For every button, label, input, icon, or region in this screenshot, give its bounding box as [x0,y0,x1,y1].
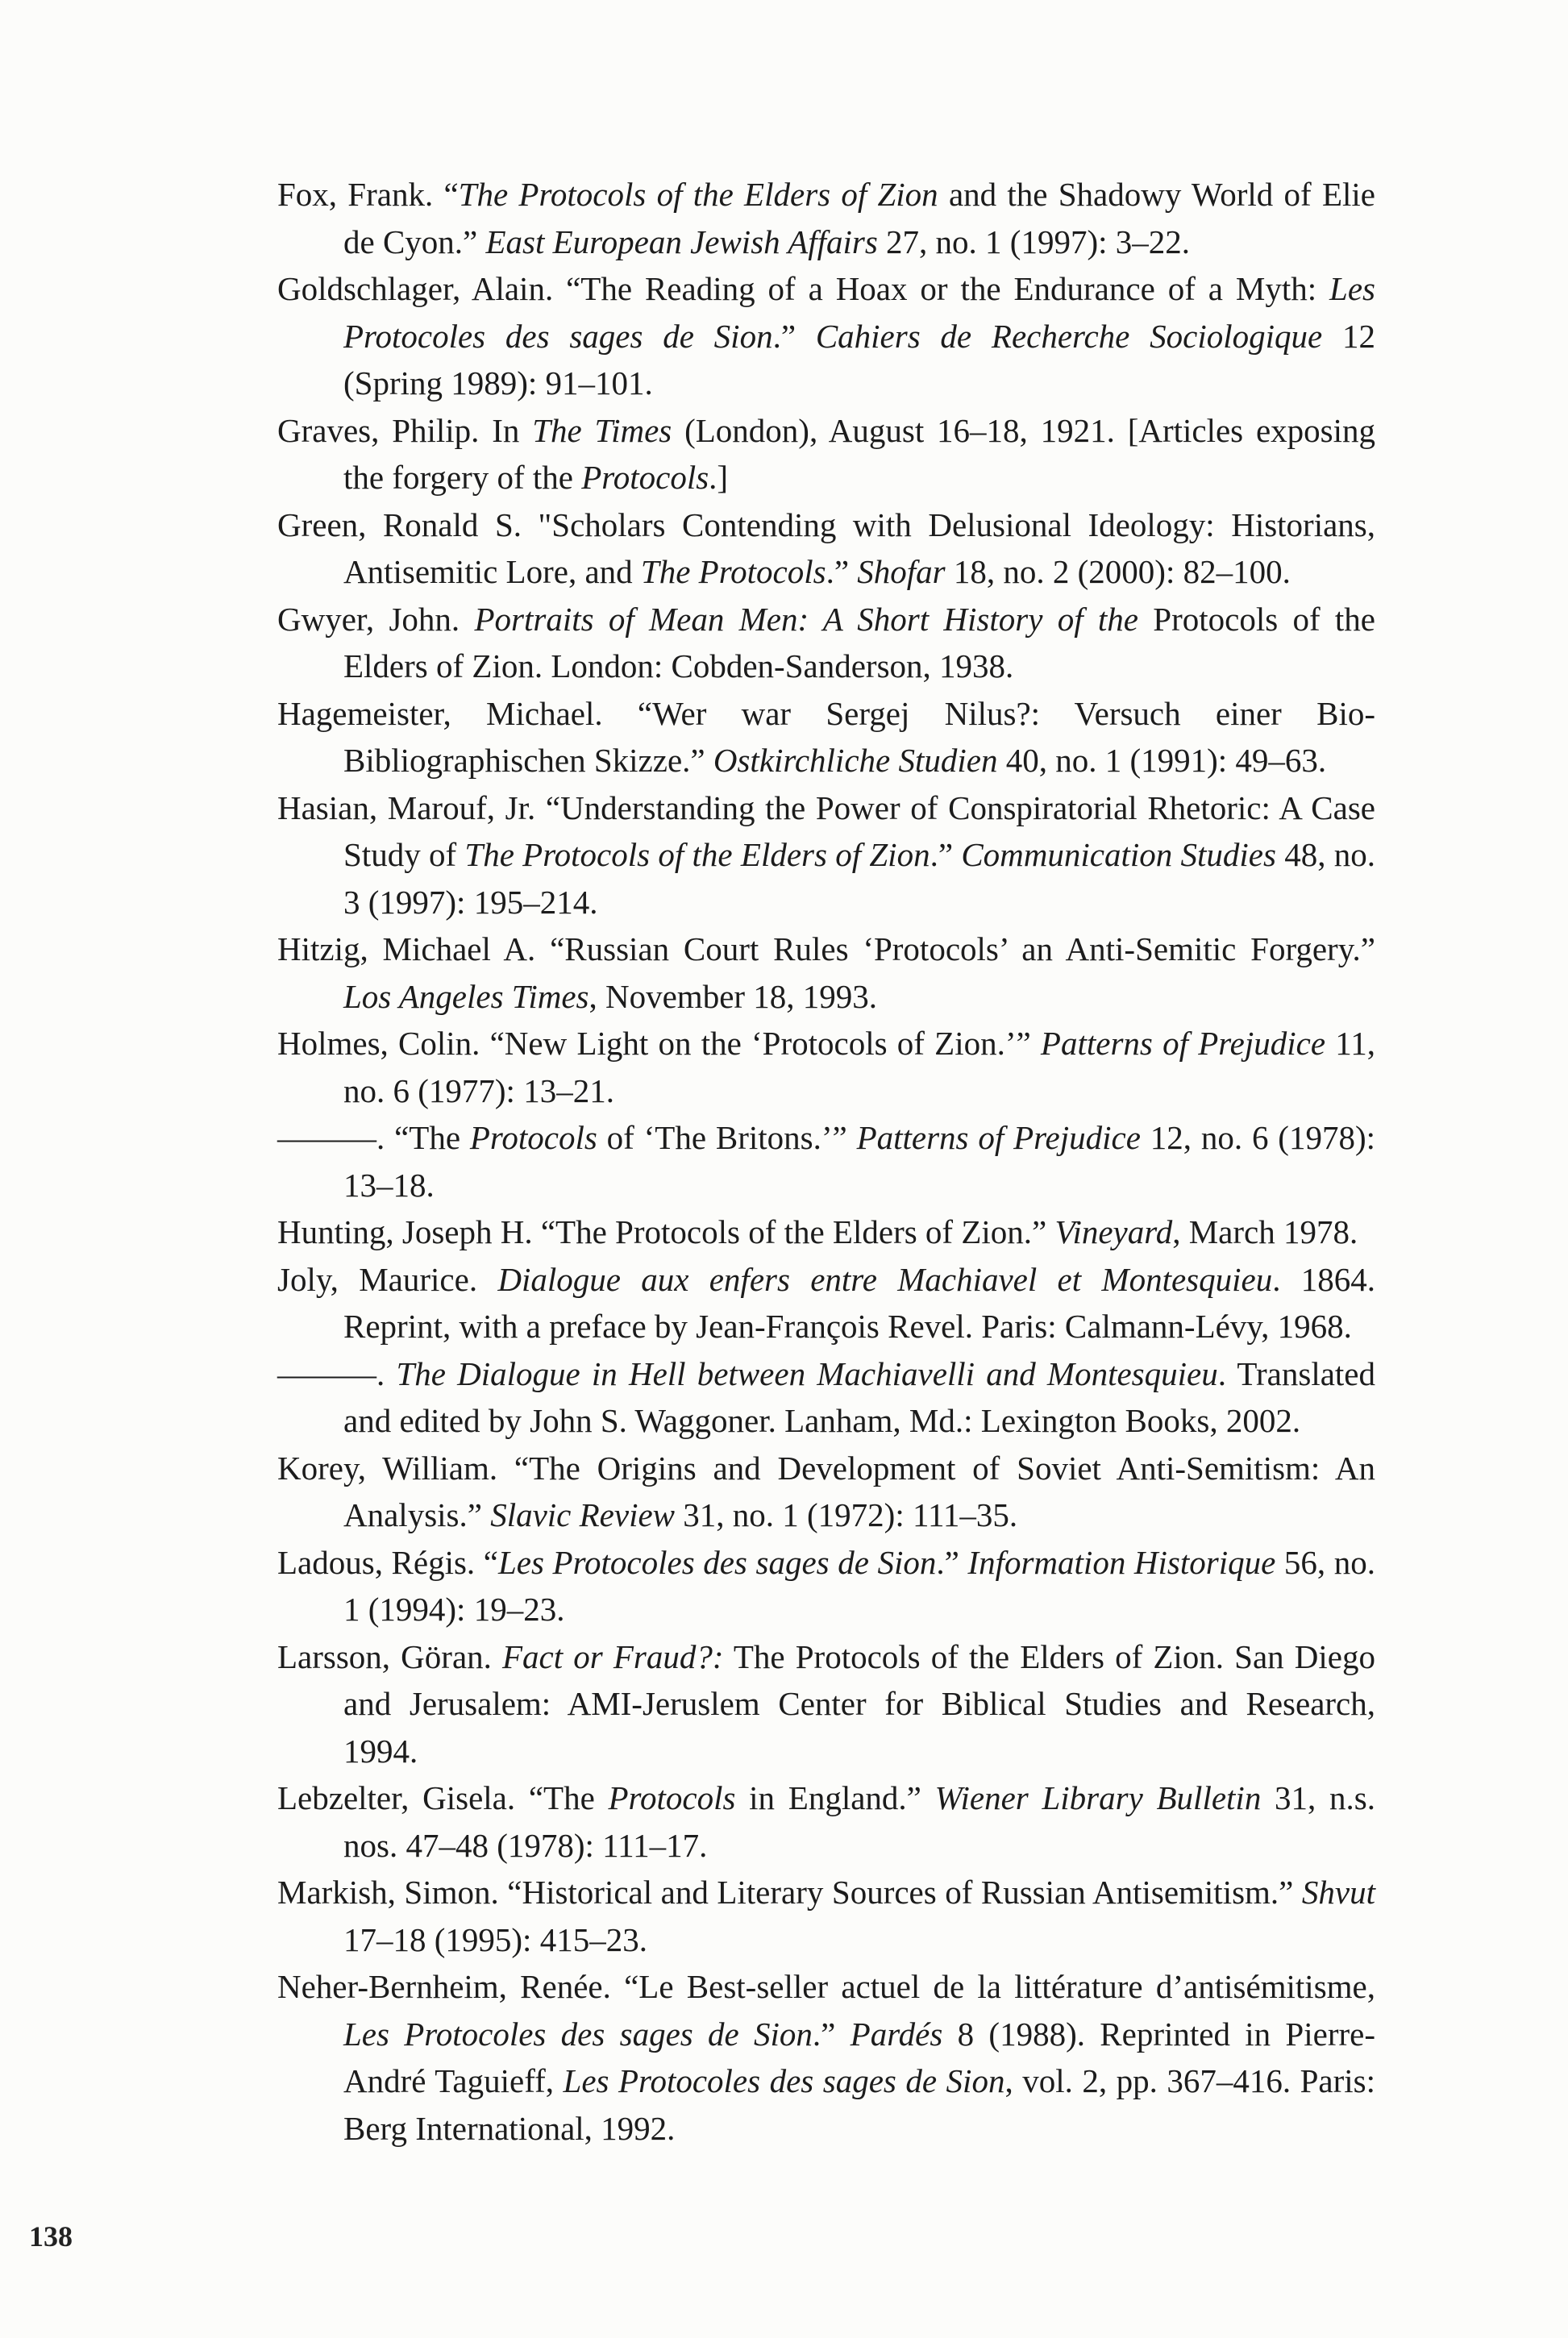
entry-text: of ‘The Britons.’” [597,1119,857,1156]
bibliography-entry [277,1633,1375,1775]
bibliography-entry [277,784,1375,926]
entry-text: Lebzelter, Gisela. “The [277,1779,609,1816]
entry-italic-title: Communication Studies [961,836,1276,873]
entry-text: Hasian, Marouf, Jr. “Understanding the Power of Conspiratorial Rhetoric: A Case Study of [277,788,1375,873]
entry-text: Hagemeister, Michael. “Wer war Sergej Nilus?: Versuch einer Bio-Bibliographischen Skizze.” [277,694,1375,779]
bibliography-entry [277,265,1375,407]
entry-text: .] [709,459,729,496]
entry-text: Gwyer, John. [277,600,475,638]
entry-italic-title: Ostkirchliche Studien [713,742,998,779]
bibliography-entry [277,1350,1375,1445]
entry-italic-title: Vineyard [1054,1213,1173,1250]
entry-italic-title: Slavic Review [490,1496,676,1533]
entry-text: Protocols of the Elders of Zion. London: Cobden-Sanderson, 1938. [343,600,1375,684]
bibliography-entry [277,596,1375,690]
entry-italic-title: Information Historique [967,1543,1276,1581]
entry-text: . 1864. Reprint, with a preface by Jean-François Revel. Paris: Calmann-Lévy, 1968. [343,1260,1376,1345]
entry-italic-title: Fact or Fraud?: [502,1637,724,1675]
entry-text: 56, no. 1 (1994): 19–23. [343,1543,1375,1628]
entry-text: 18, no. 2 (2000): 82–100. [945,553,1291,590]
entry-text: 27, no. 1 (1997): 3–22. [877,223,1190,260]
entry-italic-title: Patterns of Prejudice [1040,1025,1326,1062]
bibliography-entry [277,1114,1375,1209]
entry-italic-title: Dialogue aux enfers entre Machiavel et Montesquieu [497,1260,1273,1298]
entry-text: ———. [277,1354,397,1392]
entry-text: .” [772,317,816,355]
entry-text: , November 18, 1993. [589,977,878,1015]
entry-italic-title: Portraits of Mean Men: A Short History of the [474,600,1138,638]
entry-text: The Protocols of the Elders of Zion. San Diego and Jerusalem: AMI-Jeruslem Center for Biblical Studies and Research, 1994. [343,1637,1375,1770]
entry-italic-title: Les Protocoles des sages de Sion [497,1543,937,1581]
bibliography-entry [277,1020,1375,1114]
entry-text: Goldschlager, Alain. “The Reading of a Hoax or the Endurance of a Myth: [277,270,1330,307]
entry-text: in England.” [735,1779,935,1816]
bibliography-entry [277,501,1375,596]
entry-text: 11, no. 6 (1977): 13–21. [343,1025,1375,1109]
bibliography-entry [277,1539,1375,1633]
bibliography-entry [277,407,1375,501]
bibliography-entry [277,1445,1375,1539]
bibliography-entry [277,1209,1375,1256]
entry-italic-title: Los Angeles Times [343,977,589,1015]
entry-italic-title: Protocols [581,459,709,496]
entry-text: Green, Ronald S. "Scholars Contending with Delusional Ideology: Historians, Antisemitic Lore, and [277,505,1375,590]
page-number: 138 [29,2220,73,2253]
entry-text: (London), August 16–18, 1921. [Articles exposing the forgery of the [343,411,1376,496]
entry-text: 31, n.s. nos. 47–48 (1978): 111–17. [343,1779,1375,1864]
entry-text: Neher-Bernheim, Renée. “Le Best-seller actuel de la littérature d’antisémitisme, [277,1968,1375,2005]
entry-italic-title: The Protocols [640,553,826,590]
bibliography-list [277,171,1375,2152]
entry-text: 17–18 (1995): 415–23. [343,1920,647,1958]
entry-italic-title: Pardés [850,2015,943,2053]
entry-italic-title: Wiener Library Bulletin [934,1779,1262,1816]
entry-italic-title: Cahiers de Recherche Sociologique [815,317,1323,355]
entry-text: Fox, Frank. “ [277,176,459,213]
entry-text: . Translated and edited by John S. Waggoner. Lanham, Md.: Lexington Books, 2002. [343,1354,1375,1439]
entry-text: Markish, Simon. “Historical and Literary Sources of Russian Antisemitism.” [277,1874,1302,1911]
entry-italic-title: East European Jewish Affairs [485,223,878,260]
entry-italic-title: Shvut [1301,1874,1375,1911]
bibliography-entry [277,1869,1375,1963]
bibliography-entry [277,1774,1375,1869]
entry-text: Joly, Maurice. [277,1260,498,1298]
bibliography-entry [277,1256,1375,1350]
bibliography-entry [277,690,1375,784]
entry-italic-title: Les Protocoles des sages de Sion [343,2015,813,2053]
entry-text: .” [930,836,962,873]
entry-italic-title: Les Protocoles des sages de Sion [563,2062,1005,2099]
entry-text: Ladous, Régis. “ [277,1543,498,1581]
entry-text: 31, no. 1 (1972): 111–35. [675,1496,1018,1533]
entry-text: Hunting, Joseph H. “The Protocols of the Elders of Zion.” [277,1213,1055,1250]
entry-text: , vol. 2, pp. 367–416. Paris: Berg International, 1992. [343,2062,1375,2147]
entry-italic-title: Shofar [857,553,946,590]
entry-text: Hitzig, Michael A. “Russian Court Rules ‘Protocols’ an Anti-Semitic Forgery.” [277,930,1375,967]
entry-italic-title: The Dialogue in Hell between Machiavelli and Montesquieu [396,1354,1218,1392]
entry-italic-title: Protocols [608,1779,736,1816]
entry-italic-title: Les Protocoles des sages de Sion [343,270,1375,355]
entry-text: Korey, William. “The Origins and Development of Soviet Anti-Semitism: An Analysis.” [277,1449,1375,1533]
entry-text: Larsson, Göran. [277,1637,503,1675]
entry-italic-title: Patterns of Prejudice [856,1119,1141,1156]
entry-text: Holmes, Colin. “New Light on the ‘Protocols of Zion.’” [277,1025,1041,1062]
entry-text: .” [812,2015,851,2053]
entry-text: 48, no. 3 (1997): 195–214. [343,836,1376,921]
entry-text: .” [936,1543,968,1581]
entry-text: ———. “The [277,1119,470,1156]
bibliography-entry [277,171,1375,265]
bibliography-entry [277,926,1375,1020]
entry-text: 12 (Spring 1989): 91–101. [343,317,1376,401]
entry-text: , March 1978. [1172,1213,1358,1250]
entry-text: and the Shadowy World of Elie de Cyon.” [343,176,1375,260]
entry-text: 12, no. 6 (1978): 13–18. [343,1119,1375,1204]
bibliography-entry [277,1963,1375,2152]
entry-text: 8 (1988). Reprinted in Pierre-André Taguieff, [343,2015,1375,2099]
entry-text: 40, no. 1 (1991): 49–63. [997,742,1327,779]
entry-italic-title: The Protocols of the Elders of Zion [464,836,930,873]
entry-text: Graves, Philip. In [277,411,533,449]
entry-italic-title: The Protocols of the Elders of Zion [458,176,938,213]
entry-italic-title: Protocols [469,1119,597,1156]
entry-italic-title: The Times [532,411,672,449]
entry-text: .” [826,553,858,590]
